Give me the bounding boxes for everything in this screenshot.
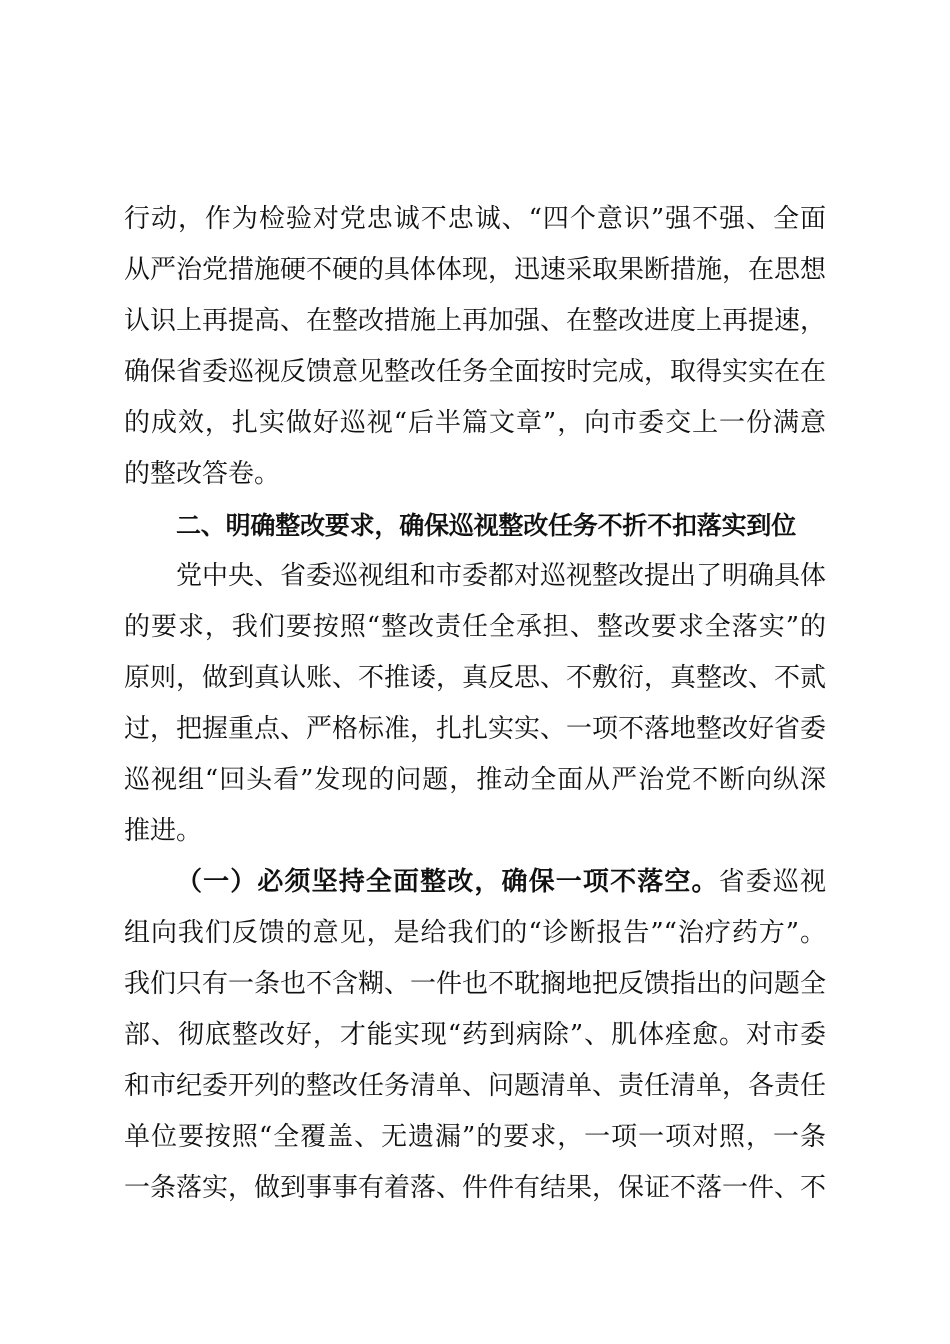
- document-body: [124, 194, 826, 1214]
- subsection-body: 省委巡视组向我们反馈的意见，是给我们的“诊断报告”“治疗药方”。我们只有一条也不含糊、一件也不耽搁地把反馈指出的问题全部、彻底整改好，才能实现“药到病除”、肌体痊愈。对市委和市纪委开列的整改任务清单、问题清单、责任清单，各责任单位要按照“全覆盖、无遗漏”的要求，一项一项对照，一条一条落实，做到事事有着落、件件有结果，保证不落一件、不: [124, 867, 827, 1203]
- section-heading: 二、明确整改要求，确保巡视整改任务不折不扣落实到位: [176, 511, 797, 540]
- subsection-lead: （一）必须坚持全面整改，确保一项不落空。: [176, 867, 719, 897]
- paragraph-section-intro: 党中央、省委巡视组和市委都对巡视整改提出了明确具体的要求，我们要按照“整改责任全承担、整改要求全落实”的原则，做到真认账、不推诿，真反思、不敷衍，真整改、不贰过，把握重点、严格标准，扎扎实实、一项不落地整改好省委巡视组“回头看”发现的问题，推动全面从严治党不断向纵深推进。: [124, 561, 827, 846]
- paragraph-subsection-1: [124, 857, 826, 1214]
- paragraph-continued: 行动，作为检验对党忠诚不忠诚、“四个意识”强不强、全面从严治党措施硬不硬的具体体现，迅速采取果断措施，在思想认识上再提高、在整改措施上再加强、在整改进度上再提速，确保省委巡视反馈意见整改任务全面按时完成，取得实实在在的成效，扎实做好巡视“后半篇文章”，向市委交上一份满意的整改答卷。: [124, 204, 827, 489]
